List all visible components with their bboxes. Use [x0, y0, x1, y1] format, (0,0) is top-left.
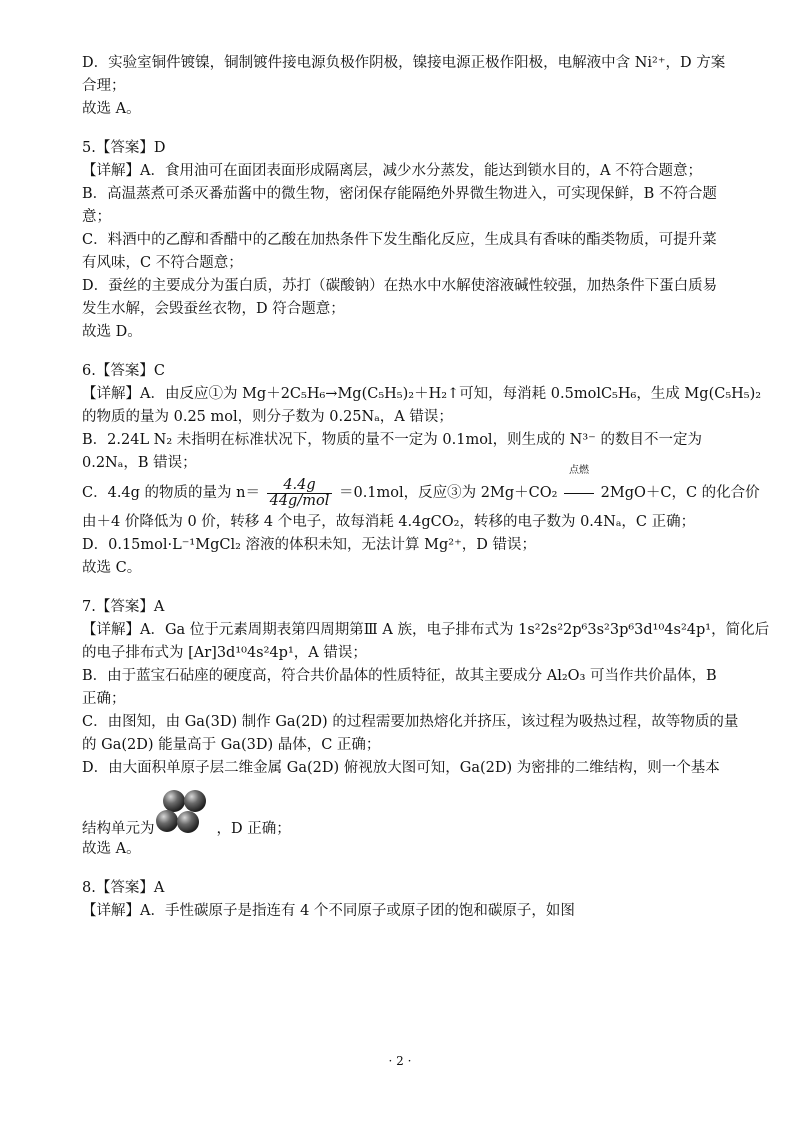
- q7-d-line1: D．由大面积单原子层二维金属 Ga(2D) 俯视放大图可知，Ga(2D) 为密排的二维结构，则一个基本: [82, 760, 720, 776]
- q5-b-line2: 意；: [82, 209, 111, 225]
- q6-c-line1: [82, 465, 760, 511]
- q8-header: 8.【答案】A: [82, 880, 165, 896]
- q5-header: 5.【答案】D: [82, 140, 166, 156]
- q5-b-line1: B．高温蒸煮可杀灭番茄酱中的微生物，密闭保存能隔绝外界微生物进入，可实现保鲜，B 不符合题: [82, 186, 717, 202]
- q6-c-mid: ＝0.1mol，反应③为 2Mg＋CO₂: [338, 485, 558, 501]
- q5-d-line1: D．蚕丝的主要成分为蛋白质，苏打（碳酸钠）在热水中水解使溶液碱性较强，加热条件下蛋白质易: [82, 278, 718, 294]
- q5-d-line2: 发生水解，会毁蚕丝衣物，D 符合题意；: [82, 301, 345, 317]
- q7-a-line1: 【详解】A．Ga 位于元素周期表第四周期第Ⅲ A 族，电子排布式为 1s²2s²2p⁶3s²3p⁶3d¹⁰4s²4p¹，简化后: [82, 622, 770, 638]
- q7-d-prefix: 结构单元为: [82, 821, 155, 837]
- q6-c-suffix: 2MgO＋C，C 的化合价: [600, 485, 760, 501]
- q5-conclusion: 故选 D。: [82, 324, 142, 340]
- reaction-line-icon: [564, 493, 594, 494]
- q7-c-line1: C．由图知，由 Ga(3D) 制作 Ga(2D) 的过程需要加热熔化并挤压，该过程为吸热过程，故等物质的量: [82, 714, 739, 730]
- q7-d-line2: [82, 780, 722, 838]
- q6-fraction-numerator: 4.4g: [267, 478, 333, 494]
- q7-header: 7.【答案】A: [82, 599, 165, 615]
- q7-d-suffix: ，D 正确；: [216, 821, 291, 837]
- q7-conclusion: 故选 A。: [82, 841, 141, 857]
- q6-reaction-condition: [564, 465, 594, 511]
- q7-c-line2: 的 Ga(2D) 能量高于 Ga(3D) 晶体，C 正确；: [82, 737, 381, 753]
- page-number: · 2 ·: [388, 1054, 412, 1068]
- q6-a-line1: 【详解】A．由反应①为 Mg＋2C₅H₆→Mg(C₅H₅)₂＋H₂↑可知，每消耗 0.5molC₅H₆，生成 Mg(C₅H₅)₂: [82, 386, 762, 402]
- q6-d-line1: D．0.15mol·L⁻¹MgCl₂ 溶液的体积未知，无法计算 Mg²⁺，D 错误；: [82, 537, 536, 553]
- q6-fraction: [267, 478, 333, 509]
- q6-condition-label: 点燃: [569, 465, 590, 476]
- q4-conclusion: 故选 A。: [82, 101, 141, 117]
- q7-a-line2: 的电子排布式为 [Ar]3d¹⁰4s²4p¹，A 错误；: [82, 645, 367, 661]
- q8-a-line1: 【详解】A．手性碳原子是指连有 4 个不同原子或原子团的饱和碳原子，如图: [82, 903, 575, 919]
- q6-c-prefix: C．4.4g 的物质的量为 n＝: [82, 485, 260, 501]
- q5-a-line1: 【详解】A．食用油可在面团表面形成隔离层，减少水分蒸发，能达到锁水目的，A 不符合题意；: [82, 163, 703, 179]
- q4-d-line1: D．实验室铜件镀镍，铜制镀件接电源负极作阴极，镍接电源正极作阳极，电解液中含 Ni²⁺，D 方案: [82, 55, 726, 71]
- atom-cluster-icon: [157, 788, 213, 838]
- q7-b-line2: 正确；: [82, 691, 126, 707]
- q6-conclusion: 故选 C。: [82, 560, 142, 576]
- answer-content: [82, 52, 770, 923]
- q4-d-line2: 合理；: [82, 78, 126, 94]
- q6-a-line2: 的物质的量为 0.25 mol，则分子数为 0.25Nₐ，A 错误；: [82, 409, 453, 425]
- q5-c-line2: 有风味，C 不符合题意；: [82, 255, 243, 271]
- q6-b-line2: 0.2Nₐ，B 错误；: [82, 455, 197, 471]
- q5-c-line1: C．料酒中的乙醇和香醋中的乙酸在加热条件下发生酯化反应，生成具有香味的酯类物质，可提升菜: [82, 232, 717, 248]
- q6-header: 6.【答案】C: [82, 363, 165, 379]
- q6-b-line1: B．2.24L N₂ 未指明在标准状况下，物质的量不一定为 0.1mol，则生成的 N³⁻ 的数目不一定为: [82, 432, 702, 448]
- q7-b-line1: B．由于蓝宝石砧座的硬度高，符合共价晶体的性质特征，故其主要成分 Al₂O₃ 可当作共价晶体，B: [82, 668, 717, 684]
- q6-c-line2: 由＋4 价降低为 0 价，转移 4 个电子，故每消耗 4.4gCO₂，转移的电子数为 0.4Nₐ，C 正确；: [82, 514, 696, 530]
- q6-fraction-denominator: 44g/mol: [269, 492, 330, 509]
